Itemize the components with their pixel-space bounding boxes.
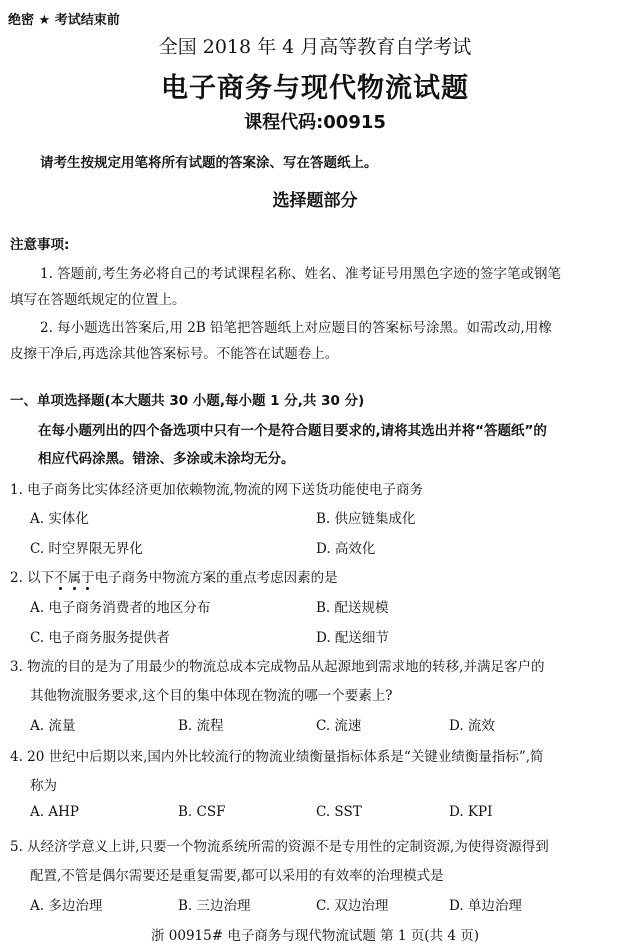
question-5-stem-line-2: 配置,不管是偶尔需要还是重复需要,都可以采用的有效率的治理模式是	[30, 868, 444, 884]
question-2-option-a: A. 电子商务消费者的地区分布	[30, 600, 211, 616]
question-2-stem	[10, 566, 338, 586]
secret-label: 绝密 ★ 考试结束前	[8, 13, 120, 28]
question-1-stem: 1. 电子商务比实体经济更加依赖物流,物流的网下送货功能使电子商务	[10, 482, 423, 498]
question-2-stem-prefix: 2. 以下	[10, 570, 55, 586]
question-4-stem-line-2: 称为	[30, 778, 57, 794]
question-5-option-b: B. 三边治理	[178, 898, 251, 914]
question-1-option-d: D. 高效化	[316, 541, 376, 557]
question-5-option-a: A. 多边治理	[30, 898, 103, 914]
question-2-option-c: C. 电子商务服务提供者	[30, 630, 170, 646]
note-1-line-1: 1. 答题前,考生务必将自己的考试课程名称、姓名、准考证号用黑色字迹的签字笔或钢笔	[40, 266, 561, 282]
emphasis-char-1: 不	[54, 566, 68, 586]
part1-direction-line-2: 相应代码涂黑。错涂、多涂或未涂均无分。	[38, 451, 295, 467]
question-5-option-c: C. 双边治理	[316, 898, 389, 914]
question-2-option-d: D. 配送细节	[316, 630, 389, 646]
question-5-option-d: D. 单边治理	[449, 898, 522, 914]
part1-heading: 一、单项选择题(本大题共 30 小题,每小题 1 分,共 30 分)	[10, 393, 365, 409]
question-1-option-b: B. 供应链集成化	[316, 511, 416, 527]
question-4-option-c: C. SST	[316, 804, 362, 820]
question-3-option-c: C. 流速	[316, 718, 362, 734]
notes-title: 注意事项:	[10, 237, 70, 253]
question-3-option-a: A. 流量	[30, 718, 76, 734]
page-footer: 浙 00915# 电子商务与现代物流试题 第 1 页(共 4 页)	[150, 928, 479, 944]
question-1-option-c: C. 时空界限无界化	[30, 541, 143, 557]
part1-direction-line-1: 在每小题列出的四个备选项中只有一个是符合题目要求的,请将其选出并将“答题纸”的	[38, 423, 547, 439]
question-2-stem-suffix: 电子商务中物流方案的重点考虑因素的是	[94, 570, 338, 586]
question-2-option-b: B. 配送规模	[316, 600, 389, 616]
note-2-line-2: 皮擦干净后,再选涂其他答案标号。不能答在试题卷上。	[10, 346, 339, 362]
emphasis-char-3: 于	[81, 566, 95, 586]
question-3-option-b: B. 流程	[178, 718, 224, 734]
answer-instruction: 请考生按规定用笔将所有试题的答案涂、写在答题纸上。	[40, 155, 378, 171]
note-2-line-1: 2. 每小题选出答案后,用 2B 铅笔把答题纸上对应题目的答案标号涂黑。如需改动,用橡	[40, 320, 552, 336]
note-1-line-2: 填写在答题纸规定的位置上。	[10, 292, 186, 308]
question-3-stem-line-2: 其他物流服务要求,这个目的集中体现在物流的哪一个要素上?	[30, 688, 393, 704]
paper-title: 电子商务与现代物流试题	[161, 73, 469, 104]
question-4-option-d: D. KPI	[449, 804, 493, 820]
question-5-stem-line-1: 5. 从经济学意义上讲,只要一个物流系统所需的资源不是专用性的定制资源,为使得资源得到	[10, 839, 549, 855]
question-4-option-a: A. AHP	[30, 804, 79, 820]
question-4-stem-line-1: 4. 20 世纪中后期以来,国内外比较流行的物流业绩衡量指标体系是“关键业绩衡量指标”,简	[10, 749, 544, 765]
question-4-option-b: B. CSF	[178, 804, 226, 820]
course-code: 课程代码:00915	[244, 112, 386, 133]
question-3-option-d: D. 流效	[449, 718, 495, 734]
section-title: 选择题部分	[272, 191, 358, 211]
exam-title: 全国 2018 年 4 月高等教育自学考试	[158, 36, 472, 58]
question-3-stem-line-1: 3. 物流的目的是为了用最少的物流总成本完成物品从起源地到需求地的转移,并满足客户的	[10, 659, 545, 675]
question-1-option-a: A. 实体化	[30, 511, 89, 527]
emphasis-char-2: 属	[68, 566, 82, 586]
